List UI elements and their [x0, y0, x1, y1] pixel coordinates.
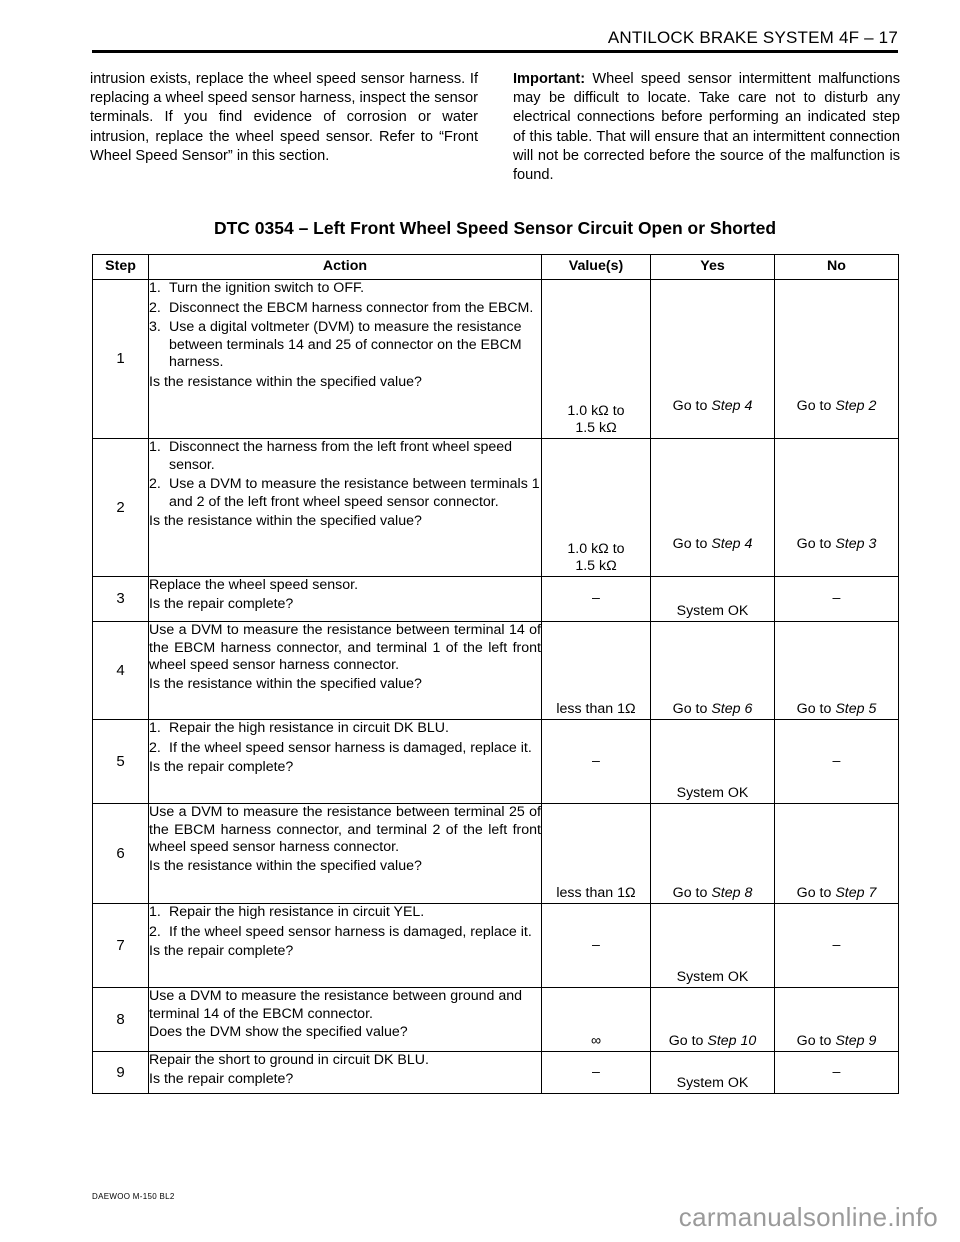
- yes-cell: Go to Step 8: [651, 804, 775, 904]
- important-text: Wheel speed sensor intermittent malfunctions may be difficult to locate. Take care not to disturb any electrical connections before performing an indicated step of this table. That will ensure that an intermittent connection will not be corrected before the source of the malfunction is found.: [513, 71, 900, 184]
- value-cell: 1.0 kΩ to 1.5 kΩ: [542, 439, 651, 577]
- intro-right-paragraph: [513, 70, 900, 185]
- no-cell: –: [775, 577, 899, 622]
- table-header-row: [93, 255, 899, 280]
- value-cell: –: [542, 1052, 651, 1094]
- yes-cell: Go to Step 4: [651, 280, 775, 439]
- list-item: 1. Disconnect the harness from the left front wheel speed sensor.: [149, 439, 513, 473]
- question: Is the resistance within the specified value?: [149, 675, 422, 692]
- action-cell: [149, 577, 542, 622]
- action-text: Use a DVM to measure the resistance between terminal 14 of the EBCM harness connector, and terminal 1 of the left front wheel speed sensor harness connector.: [149, 622, 541, 674]
- list-item: 1. Repair the high resistance in circuit YEL.: [149, 904, 425, 920]
- list-item: 1. Repair the high resistance in circuit DK BLU.: [149, 720, 449, 736]
- list-item: 2. Disconnect the EBCM harness connector from the EBCM.: [149, 299, 534, 316]
- list-item: 2. Use a DVM to measure the resistance between terminals 1 and 2 of the left front wheel speed sensor connector.: [149, 476, 540, 510]
- action-text: Replace the wheel speed sensor.: [149, 577, 359, 593]
- yes-cell: System OK: [651, 577, 775, 622]
- step-number: 4: [93, 622, 149, 720]
- action-text: Use a DVM to measure the resistance between ground and terminal 14 of the EBCM connector.: [149, 988, 523, 1022]
- yes-cell: System OK: [651, 1052, 775, 1094]
- question: Is the repair complete?: [149, 759, 294, 776]
- no-cell: Go to Step 7: [775, 804, 899, 904]
- list-item: 3. Use a digital voltmeter (DVM) to measure the resistance between terminals 14 and 25 of connector on the EBCM harness.: [149, 319, 522, 371]
- table-row: [93, 280, 899, 439]
- action-cell: [149, 439, 542, 577]
- action-text: Repair the short to ground in circuit DK BLU.: [149, 1052, 429, 1068]
- step-number: 3: [93, 577, 149, 622]
- step-number: 8: [93, 988, 149, 1052]
- header-step: Step: [93, 255, 149, 280]
- list-item: 2. If the wheel speed sensor harness is damaged, replace it.: [149, 739, 532, 756]
- yes-cell: Go to Step 10: [651, 988, 775, 1052]
- table-row: [93, 1052, 899, 1094]
- value-cell: –: [542, 577, 651, 622]
- question: Is the resistance within the specified value?: [149, 373, 422, 390]
- list-item: 2. If the wheel speed sensor harness is damaged, replace it.: [149, 923, 532, 940]
- value-cell: less than 1Ω: [542, 622, 651, 720]
- step-number: 2: [93, 439, 149, 577]
- no-cell: Go to Step 2: [775, 280, 899, 439]
- list-item: 1. Turn the ignition switch to OFF.: [149, 280, 365, 296]
- no-cell: –: [775, 1052, 899, 1094]
- intro-left-paragraph: intrusion exists, replace the wheel speed sensor harness. If replacing a wheel speed sensor harness, inspect the sensor terminals. If you find evidence of corrosion or water intrusion, replace the wheel speed sensor. Refer to “Front Wheel Speed Sensor” in this section.: [90, 71, 478, 164]
- footer-code: DAEWOO M-150 BL2: [92, 1192, 175, 1201]
- no-cell: Go to Step 9: [775, 988, 899, 1052]
- header-yes: Yes: [651, 255, 775, 280]
- page-header: ANTILOCK BRAKE SYSTEM 4F – 17: [607, 28, 898, 47]
- value-cell: –: [542, 904, 651, 988]
- yes-cell: System OK: [651, 720, 775, 804]
- action-cell: [149, 720, 542, 804]
- step-number: 9: [93, 1052, 149, 1094]
- yes-cell: System OK: [651, 904, 775, 988]
- question: Is the repair complete?: [149, 1070, 294, 1087]
- watermark: carmanualsonline.info: [678, 1202, 938, 1232]
- step-number: 6: [93, 804, 149, 904]
- table-title: DTC 0354 – Left Front Wheel Speed Sensor Circuit Open or Shorted: [213, 218, 777, 238]
- action-cell: [149, 988, 542, 1052]
- yes-cell: Go to Step 4: [651, 439, 775, 577]
- step-number: 7: [93, 904, 149, 988]
- header-value: Value(s): [542, 255, 651, 280]
- header-action: Action: [149, 255, 542, 280]
- table-row: [93, 622, 899, 720]
- action-cell: [149, 622, 542, 720]
- question: Is the resistance within the specified value?: [149, 857, 422, 874]
- dtc-table: [92, 254, 899, 1094]
- no-cell: Go to Step 5: [775, 622, 899, 720]
- action-cell: [149, 804, 542, 904]
- table-row: [93, 904, 899, 988]
- no-cell: –: [775, 904, 899, 988]
- important-label: Important:: [513, 71, 586, 87]
- table-row: [93, 804, 899, 904]
- value-cell: less than 1Ω: [542, 804, 651, 904]
- action-text: Use a DVM to measure the resistance between terminal 25 of the EBCM harness connector, and terminal 2 of the left front wheel speed sensor harness connector.: [149, 804, 541, 856]
- question: Is the resistance within the specified value?: [149, 513, 422, 530]
- step-number: 1: [93, 280, 149, 439]
- step-number: 5: [93, 720, 149, 804]
- no-cell: Go to Step 3: [775, 439, 899, 577]
- no-cell: –: [775, 720, 899, 804]
- header-no: No: [775, 255, 899, 280]
- action-cell: [149, 1052, 542, 1094]
- header-rule: [92, 50, 898, 53]
- table-row: [93, 720, 899, 804]
- value-cell: ∞: [542, 988, 651, 1052]
- value-cell: 1.0 kΩ to 1.5 kΩ: [542, 280, 651, 439]
- yes-cell: Go to Step 6: [651, 622, 775, 720]
- question: Does the DVM show the specified value?: [149, 1024, 408, 1041]
- question: Is the repair complete?: [149, 943, 294, 960]
- table-row: [93, 988, 899, 1052]
- table-row: [93, 577, 899, 622]
- question: Is the repair complete?: [149, 595, 294, 612]
- action-cell: [149, 904, 542, 988]
- action-cell: [149, 280, 542, 439]
- value-cell: –: [542, 720, 651, 804]
- table-row: [93, 439, 899, 577]
